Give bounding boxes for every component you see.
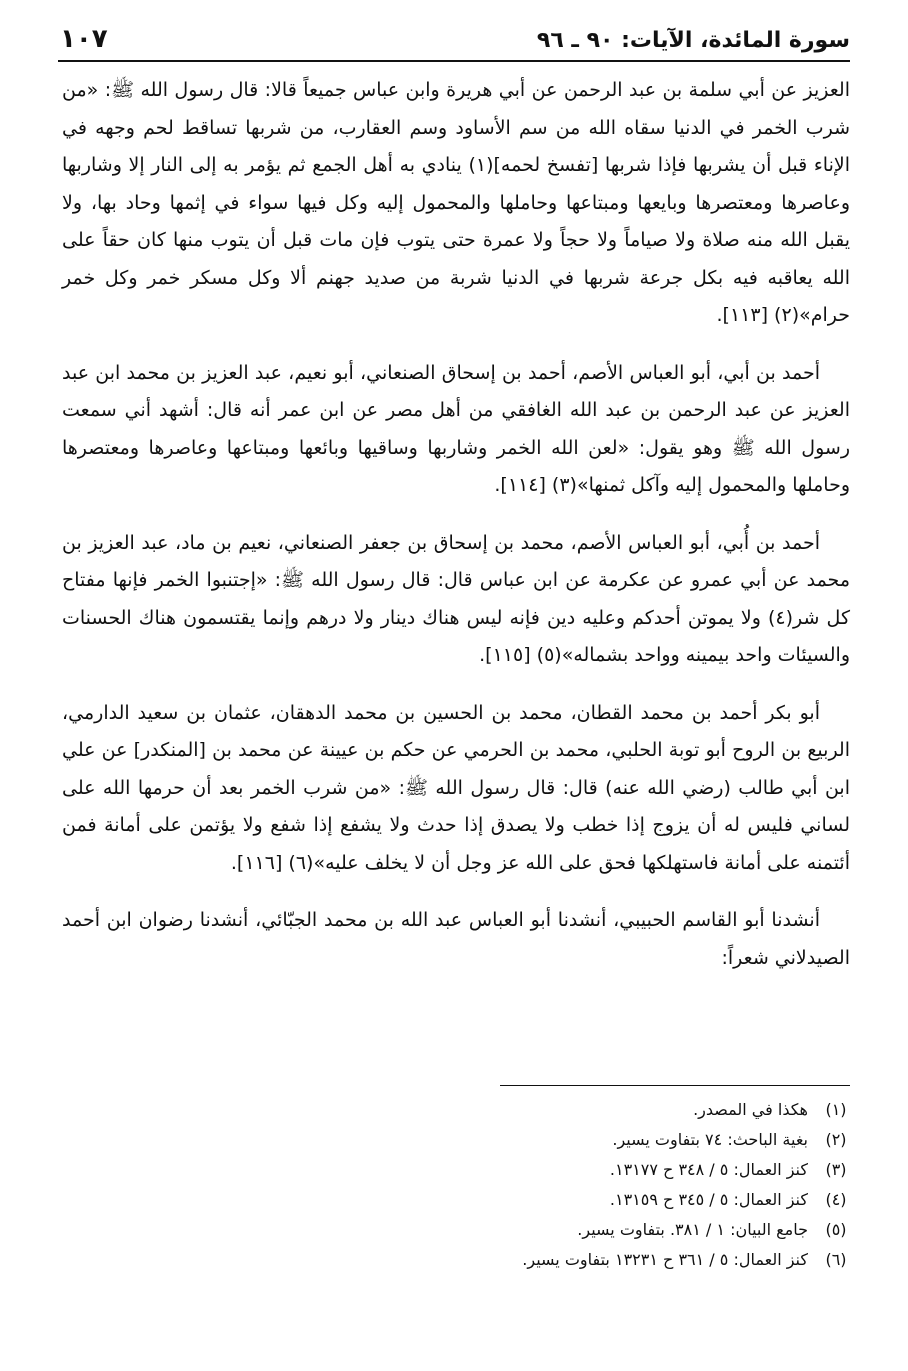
footnote-number: (٣) (825, 1160, 847, 1179)
paragraph: أحمد بن أبي، أبو العباس الأصم، أحمد بن إسحاق الصنعاني، أبو نعيم، عبد العزيز بن محمد ابن عبد العزيز عن عبد الرحمن بن عبد الله الغافقي من أهل مصر عن ابن عمر أنه قال: أشهد أني سمعت رسول الله ﷺ وهو يقول: «لعن الله الخمر وشاربها وساقيها وبائعها ومبتاعها وعاصرها ومعتصرها وحاملها والمحمول إليه وآكل ثمنها»(٣) [١١٤]. (62, 361, 850, 496)
paragraph: أبو بكر أحمد بن محمد القطان، محمد بن الحسين بن محمد الدهقان، عثمان بن سعيد الدارمي، الربيع بن الروح أبو توبة الحلبي، محمد بن الحرمي عن حكم بن عيينة عن محمد بن [المنكدر] عن علي ابن أبي طالب (رضي الله عنه) قال: قال رسول الله ﷺ: «من شرب الخمر بعد أن حرمها الله على لساني فليس له أن يزوج إذا خطب ولا يصدق إذا حدث ولا يشفع إذا شفع ولا يؤتمن على أمانة فمن أئتمنه على أمانة فاستهلكها فحق على الله عز وجل أن لا يخلف عليه»(٦) [١١٦]. (62, 701, 850, 874)
running-title: سورة المائدة، الآيات: ٩٠ ـ ٩٦ (536, 28, 850, 53)
paragraph: أنشدنا أبو القاسم الحبيبي، أنشدنا أبو العباس عبد الله بن محمد الجبّائي، أنشدنا رضوان ابن أحمد الصيدلاني شعراً: (62, 909, 850, 969)
page-number: ١٠٧ (60, 24, 108, 54)
footnote-rule (500, 1085, 850, 1086)
footnote (62, 1215, 850, 1245)
page-header (60, 20, 850, 56)
footnote (62, 1245, 850, 1275)
footnote-text: هكذا في المصدر. (693, 1100, 808, 1119)
header-rule (58, 60, 850, 62)
footnote-number: (٢) (825, 1130, 847, 1149)
footnotes (62, 1095, 850, 1275)
footnote-text: كنز العمال: ٥ / ٣٤٥ ح ١٣١٥٩. (609, 1190, 808, 1209)
footnote (62, 1125, 850, 1155)
footnote-text: كنز العمال: ٥ / ٣٦١ ح ١٣٢٣١ بتفاوت يسير. (522, 1250, 808, 1269)
footnote-number: (١) (825, 1100, 847, 1119)
footnote (62, 1095, 850, 1125)
footnote (62, 1155, 850, 1185)
paragraph: أحمد بن أُبي، أبو العباس الأصم، محمد بن إسحاق بن جعفر الصنعاني، نعيم بن ماد، عبد العزيز بن محمد عن أبي عمرو عن عكرمة عن ابن عباس قال: قال رسول الله ﷺ: «إجتنبوا الخمر فإنها مفتاح كل شر(٤) ولا يموتن أحدكم وعليه دين فإنه ليس هناك دينار ولا درهم وإنما يقتسمون هناك الحسنات والسيئات واحد بيمينه وواحد بشماله»(٥) [١١٥]. (62, 531, 850, 666)
footnote (62, 1185, 850, 1215)
footnote-number: (٥) (825, 1220, 847, 1239)
footnote-text: كنز العمال: ٥ / ٣٤٨ ح ١٣١٧٧. (609, 1160, 808, 1179)
footnote-number: (٦) (825, 1250, 847, 1269)
footnote-text: بغية الباحث: ٧٤ بتفاوت يسير. (612, 1130, 808, 1149)
footnote-number: (٤) (825, 1190, 847, 1209)
footnote-text: جامع البيان: ١ / ٣٨١. بتفاوت يسير. (577, 1220, 808, 1239)
body-text (62, 72, 850, 997)
paragraph: العزيز عن أبي سلمة بن عبد الرحمن عن أبي هريرة وابن عباس جميعاً قالا: قال رسول الله ﷺ: «من شرب الخمر في الدنيا سقاه الله من سم الأساود وسم العقارب، من شربها تساقط لحم وجهه في الإناء قبل أن يشربها فإذا شربها [تفسخ لحمه](١) ينادي به أهل الجمع ثم يؤمر به إلى النار إلا وشاربها وعاصرها ومعتصرها وبايعها ومبتاعها وحاملها والمحمول إليه وكل فيها سواء في إثمها وحاد بها، ولا يقبل الله منه صلاة ولا صياماً ولا حجاً ولا عمرة حتى يتوب فإن مات قبل أن يتوب منها كان حقاً على الله يعاقبه فيه بكل جرعة شربها في الدنيا شربة من صديد جهنم ألا وكل مسكر خمر وكل خمر حرام»(٢) [١١٣]. (62, 79, 850, 326)
